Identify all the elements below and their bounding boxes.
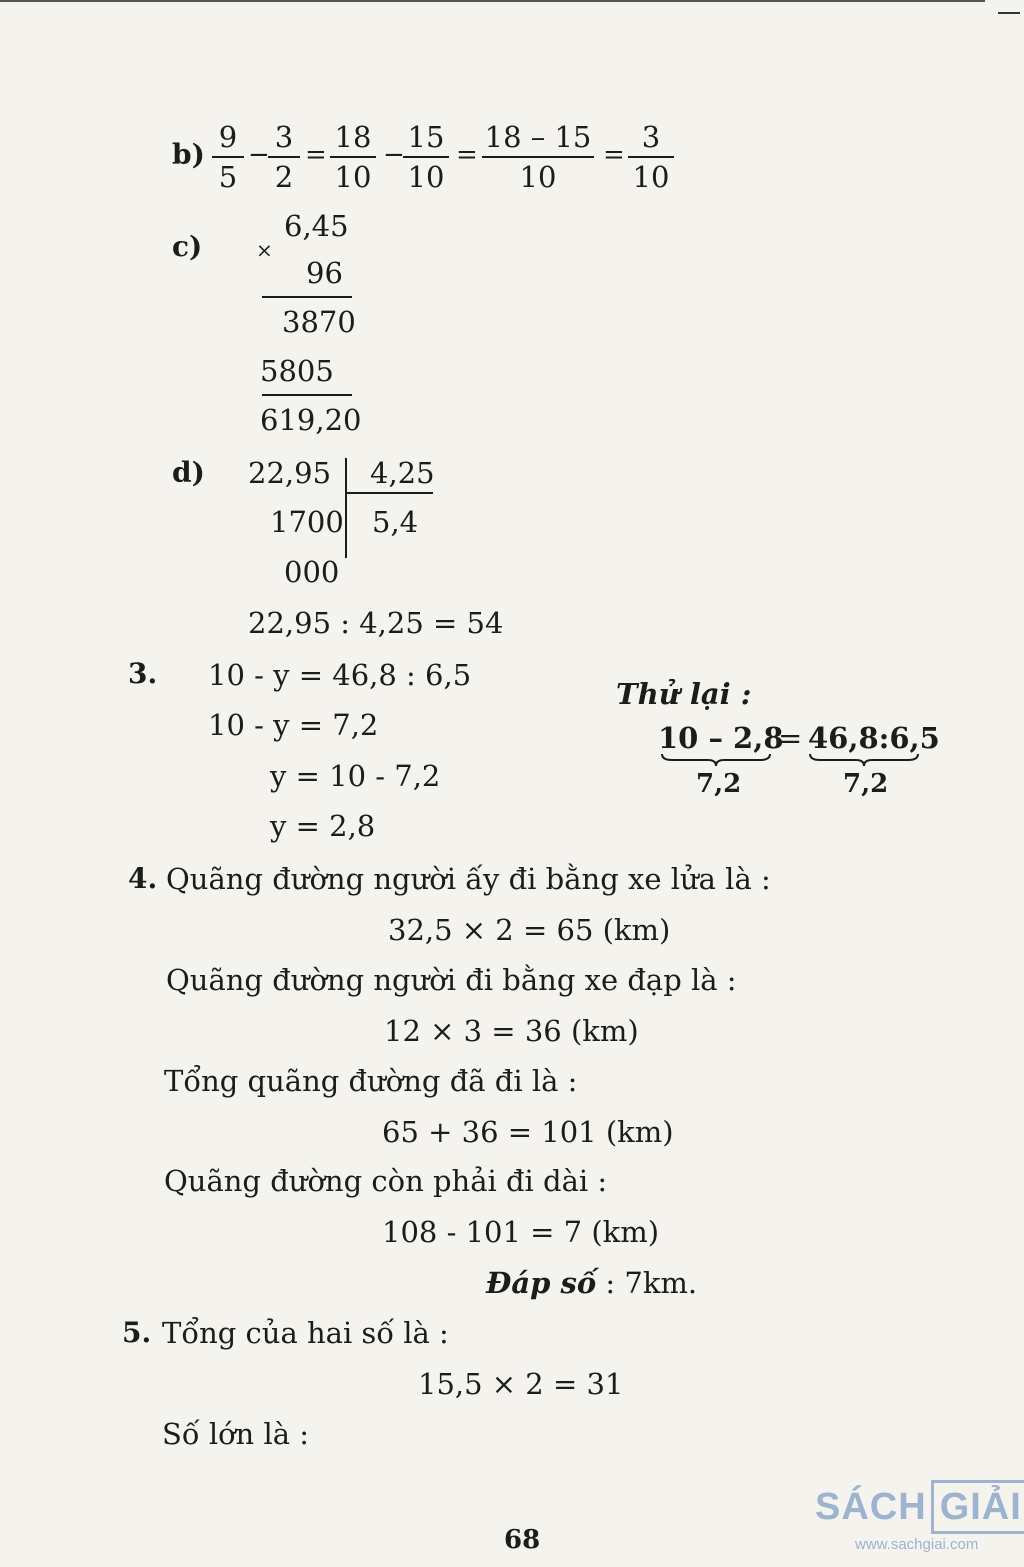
check-title: Thử lại : (616, 677, 752, 711)
problem-4-line-4: Quãng đường còn phải đi dài : (164, 1164, 608, 1198)
minus-sign: − (248, 140, 270, 170)
multiplier: 96 (306, 256, 343, 290)
problem-4-calc-3: 65 + 36 = 101 (km) (382, 1115, 674, 1149)
check-equals: = (778, 721, 803, 755)
problem-4-calc-4: 108 - 101 = 7 (km) (382, 1215, 660, 1249)
quotient: 5,4 (372, 505, 419, 539)
division-result: 22,95 : 4,25 = 54 (248, 606, 504, 640)
check-left-expression: 10 – 2,8 (658, 721, 784, 755)
watermark-name: SÁCH GIẢI (815, 1480, 1024, 1534)
division-vertical-rule (345, 458, 347, 558)
problem-3-number: 3. (128, 657, 158, 690)
equals-sign: = (305, 140, 327, 170)
equals-sign: = (603, 140, 625, 170)
problem-4-line-2: Quãng đường người đi bằng xe đạp là : (166, 963, 737, 997)
dividend: 22,95 (248, 456, 332, 490)
remainder-1: 1700 (270, 505, 344, 539)
part-d-label: d) (172, 456, 205, 489)
top-dash (998, 12, 1020, 14)
problem-5-line-1: Tổng của hai số là : (162, 1316, 449, 1350)
multiplicand: 6,45 (284, 209, 349, 243)
minus-sign: − (383, 140, 405, 170)
sum-rule (262, 394, 352, 396)
answer-value: : 7km. (596, 1266, 698, 1300)
watermark-url: www.sachgiai.com (855, 1536, 979, 1553)
division-horizontal-rule (345, 492, 433, 494)
check-right-value: 7,2 (843, 769, 889, 799)
fraction-15-10: $\frac{15}{10}$ (403, 118, 449, 196)
check-right-expression: 46,8:6,5 (808, 721, 940, 755)
problem-4-answer (486, 1265, 697, 1301)
equation-line-1: 10 - y = 46,8 : 6,5 (208, 658, 472, 692)
part-c-label: c) (172, 230, 203, 263)
check-left-value: 7,2 (696, 769, 742, 799)
fraction-3-10: $\frac{3}{10}$ (628, 118, 674, 196)
multiplication-rule (262, 296, 352, 298)
fraction-18-10: $\frac{18}{10}$ (330, 118, 376, 196)
part-b-label: b) (172, 138, 205, 171)
top-rule (0, 0, 985, 2)
equation-line-4: y = 2,8 (270, 809, 376, 843)
problem-4-calc-1: 32,5 × 2 = 65 (km) (388, 913, 671, 947)
problem-4-calc-2: 12 × 3 = 36 (km) (384, 1014, 639, 1048)
page-number: 68 (504, 1525, 541, 1555)
partial-product-1: 3870 (282, 305, 356, 339)
fraction-18-15-10: $\frac{18 - 15}{10}$ (482, 118, 594, 196)
remainder-2: 000 (284, 555, 340, 589)
fraction-3-2: $\frac{3}{2}$ (268, 118, 300, 196)
problem-5-calc-1: 15,5 × 2 = 31 (418, 1367, 624, 1401)
equation-line-2: 10 - y = 7,2 (208, 708, 379, 742)
fraction-9-5: $\frac{9}{5}$ (212, 118, 244, 196)
partial-product-2: 5805 (260, 354, 334, 388)
equation-line-3: y = 10 - 7,2 (270, 759, 441, 793)
multiply-sign: × (256, 238, 273, 262)
problem-4-number: 4. (128, 862, 158, 895)
divisor: 4,25 (370, 456, 435, 490)
problem-4-line-1: Quãng đường người ấy đi bằng xe lửa là : (166, 862, 771, 896)
problem-4-line-3: Tổng quãng đường đã đi là : (164, 1064, 578, 1098)
watermark-logo (815, 1480, 1024, 1553)
answer-label: Đáp số (486, 1266, 597, 1300)
equals-sign: = (456, 140, 478, 170)
problem-5-number: 5. (122, 1316, 152, 1349)
product-result: 619,20 (260, 403, 362, 437)
problem-5-line-2: Số lớn là : (162, 1417, 310, 1451)
